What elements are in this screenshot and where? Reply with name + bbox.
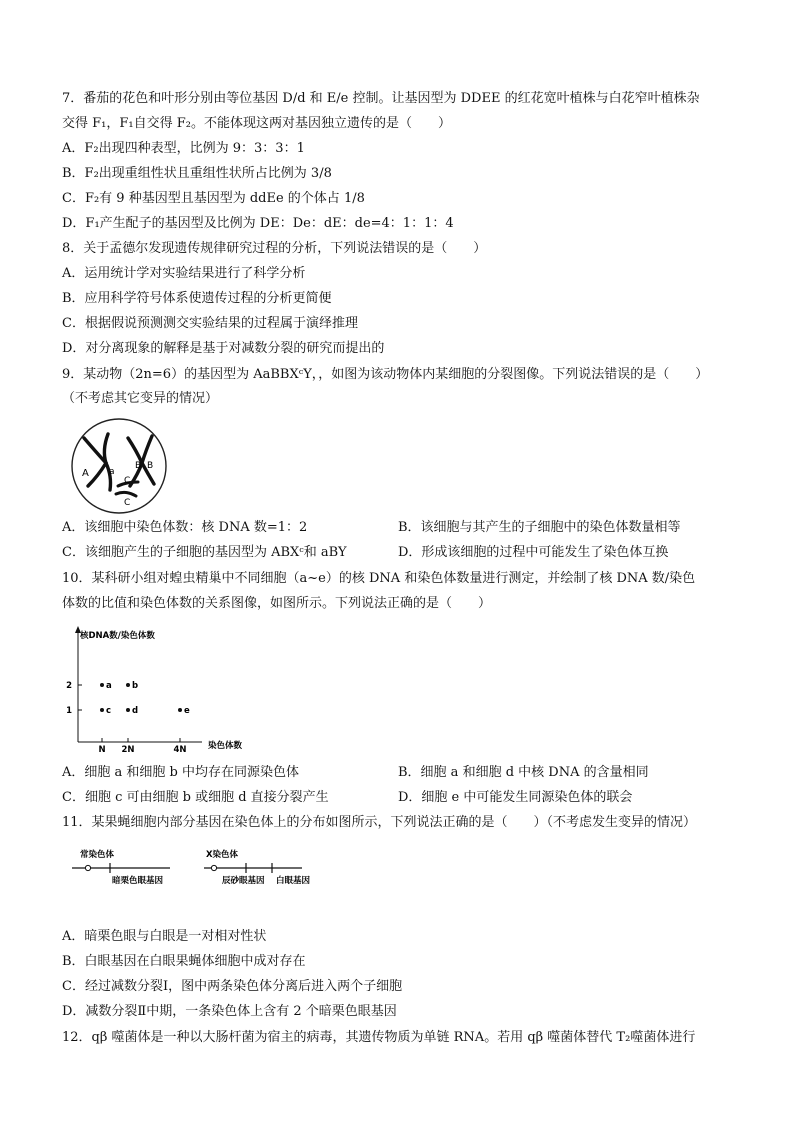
data-point-d xyxy=(126,708,130,712)
q7-option-a: A．F₂出现四种表型，比例为 9：3：3：1 xyxy=(62,141,305,156)
q10-option-a: A．细胞 a 和细胞 b 中均存在同源染色体 xyxy=(62,765,299,780)
chr2-gene1-label: 辰砂眼基因 xyxy=(222,876,265,886)
autosome-centromere xyxy=(85,865,90,870)
x-tick-label: N xyxy=(98,745,106,754)
q9-option-c: C．该细胞产生的子细胞的基因型为 ABXᶜ和 aBY xyxy=(62,545,347,560)
data-point-label-c: c xyxy=(106,706,112,716)
data-point-c xyxy=(100,708,104,712)
cell-division-figure xyxy=(68,416,170,516)
q11-option-b: B．白眼基因在白眼果蝇体细胞中成对存在 xyxy=(62,954,306,969)
chr1-gene-label: 暗栗色眼基因 xyxy=(112,876,164,886)
q10-option-b: B．细胞 a 和细胞 d 中核 DNA 的含量相同 xyxy=(398,765,649,780)
q10-option-d: D．细胞 e 中可能发生同源染色体的联会 xyxy=(398,790,633,805)
chr2-gene2-label: 白眼基因 xyxy=(276,876,311,886)
y-tick-label: 2 xyxy=(66,681,72,691)
q8-stem: 8．关于孟德尔发现遗传规律研究过程的分析，下列说法错误的是（ ） xyxy=(62,241,487,256)
q7-option-d: D．F₁产生配子的基因型及比例为 DE：De：dE：de=4：1：1：4 xyxy=(62,216,454,231)
y-axis-label: 核DNA数/染色体数 xyxy=(80,631,155,641)
chr2-title: X染色体 xyxy=(206,850,239,860)
q10-stem-line1: 10．某科研小组对蝗虫精巢中不同细胞（a~e）的核 DNA 和染色体数量进行测定，并绘制了核 DNA 数/染色 xyxy=(62,571,696,586)
q9-stem-line1: 9．某动物（2n=6）的基因型为 AaBBXᶜY，，如图为该动物体内某细胞的分裂图像。下列说法错误的是（ ） xyxy=(62,367,709,382)
q9-option-a: A．该细胞中染色体数：核 DNA 数=1：2 xyxy=(62,520,308,535)
fig-label-a: a xyxy=(109,467,115,477)
data-point-label-a: a xyxy=(106,681,112,691)
gene-map-figure xyxy=(72,846,332,890)
q8-option-c: C．根据假说预测测交实验结果的过程属于演绎推理 xyxy=(62,316,358,331)
x-axis-label: 染色体数 xyxy=(208,741,243,751)
q7-option-c: C．F₂有 9 种基因型且基因型为 ddEe 的个体占 1/8 xyxy=(62,191,365,206)
fig-label-B2: B xyxy=(147,461,154,471)
q12-stem-line1: 12．qβ 噬菌体是一种以大肠杆菌为宿主的病毒，其遗传物质为单链 RNA。若用 qβ 噬菌体替代 T₂噬菌体进行 xyxy=(62,1030,696,1045)
fig-label-C2: C xyxy=(124,498,131,508)
data-point-label-b: b xyxy=(132,681,139,691)
dna-ratio-chart xyxy=(62,624,272,754)
q10-option-c: C．细胞 c 可由细胞 b 或细胞 d 直接分裂产生 xyxy=(62,790,329,805)
q7-stem-line1: 7．番茄的花色和叶形分别由等位基因 D/d 和 E/e 控制。让基因型为 DDEE 的红花宽叶植株与白花窄叶植株杂 xyxy=(62,91,700,106)
q11-stem: 11．某果蝇细胞内部分基因在染色体上的分布如图所示，下列说法正确的是（ ）（不考虑发生变异的情况） xyxy=(62,815,697,830)
fig-label-C1: C xyxy=(124,476,131,486)
q8-option-b: B．应用科学符号体系使遗传过程的分析更简便 xyxy=(62,291,332,306)
chr1-title: 常染色体 xyxy=(80,850,115,860)
data-point-a xyxy=(100,683,104,687)
q7-option-b: B．F₂出现重组性状且重组性状所占比例为 3/8 xyxy=(62,166,332,181)
fig-label-A: A xyxy=(82,468,89,479)
y-tick-label: 1 xyxy=(66,706,72,716)
x-tick-label: 4N xyxy=(173,745,187,754)
q8-option-a: A．运用统计学对实验结果进行了科学分析 xyxy=(62,266,306,281)
q11-option-c: C．经过减数分裂Ⅰ，图中两条染色体分离后进入两个子细胞 xyxy=(62,979,403,994)
x-chromosome-centromere xyxy=(211,865,216,870)
fig-label-B1: B xyxy=(135,461,142,471)
q9-option-d: D．形成该细胞的过程中可能发生了染色体互换 xyxy=(398,545,669,560)
q11-option-a: A．暗栗色眼与白眼是一对相对性状 xyxy=(62,929,267,944)
data-point-e xyxy=(178,708,182,712)
q8-option-d: D．对分离现象的解释是基于对减数分裂的研究而提出的 xyxy=(62,341,385,356)
chromosome-left xyxy=(84,434,111,490)
q7-stem-line2: 交得 F₁，F₁自交得 F₂。不能体现这两对基因独立遗传的是（ ） xyxy=(62,116,451,131)
data-point-label-d: d xyxy=(132,706,139,716)
q9-option-b: B．该细胞与其产生的子细胞中的染色体数量相等 xyxy=(398,520,681,535)
x-tick-label: 2N xyxy=(121,745,135,754)
data-point-label-e: e xyxy=(184,706,190,716)
q10-stem-line2: 体数的比值和染色体数的关系图像，如图所示。下列说法正确的是（ ） xyxy=(62,596,492,611)
q11-option-d: D．减数分裂Ⅱ中期，一条染色体上含有 2 个暗栗色眼基因 xyxy=(62,1004,397,1019)
q9-stem-line2: （不考虑其它变异的情况） xyxy=(62,391,219,406)
data-point-b xyxy=(126,683,130,687)
